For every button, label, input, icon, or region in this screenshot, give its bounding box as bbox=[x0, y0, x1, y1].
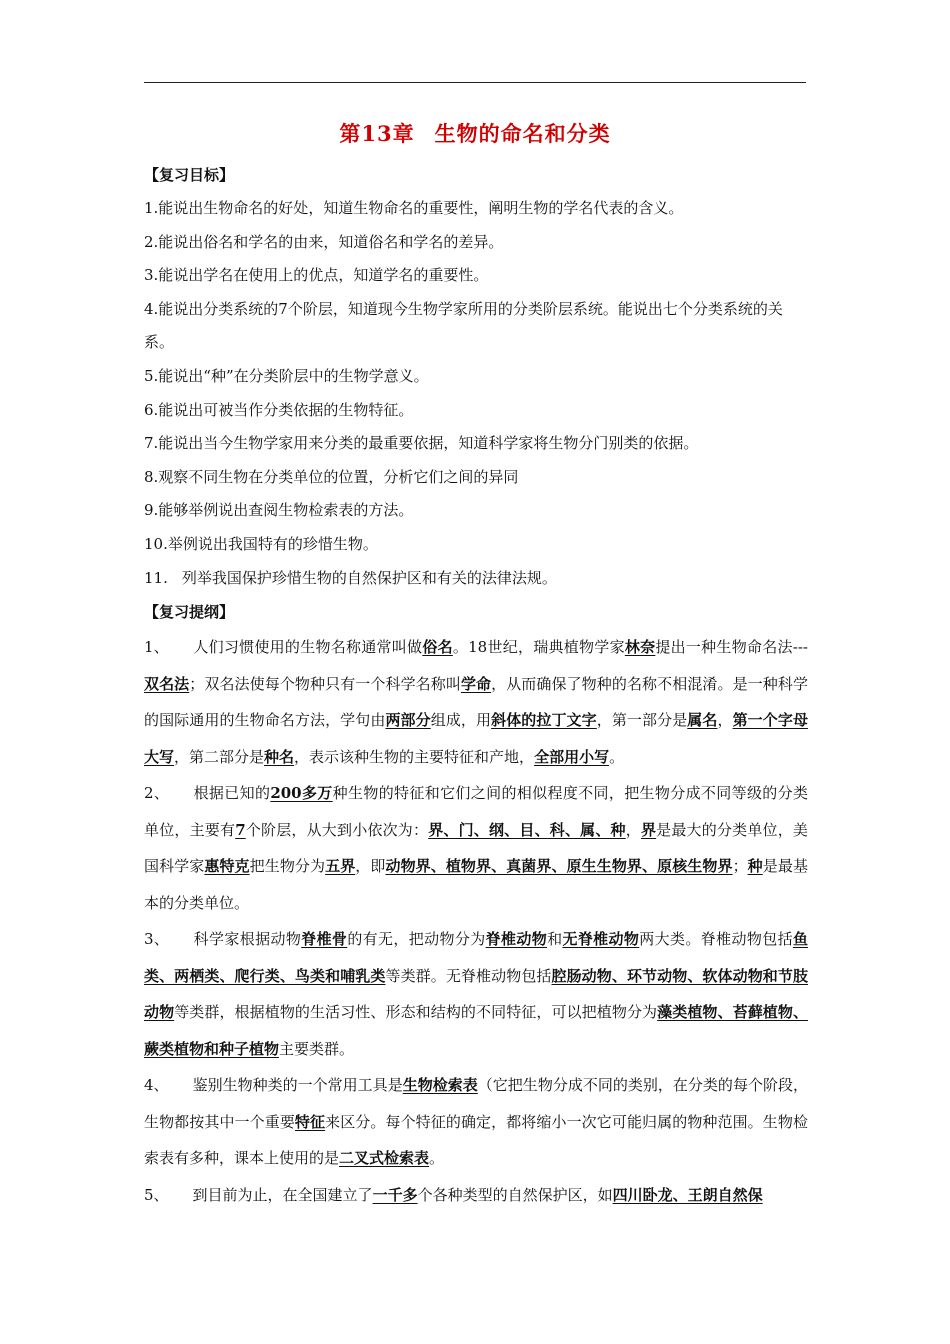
key-term: 特征 bbox=[294, 1112, 326, 1131]
outline-paragraph-5 bbox=[144, 1177, 808, 1214]
key-term: 脊椎动物 bbox=[485, 930, 548, 949]
key-term: 腔肠动物、环节动物、软体动物和节肢动物 bbox=[144, 966, 808, 1022]
objective-item bbox=[144, 562, 808, 596]
text: 个各种类型的自然保护区，如 bbox=[417, 1185, 613, 1204]
text: 鉴别生物种类的一个常用工具是 bbox=[192, 1076, 403, 1095]
page-title bbox=[0, 118, 950, 148]
text: 人们习惯使用的生物名称通常叫做 bbox=[193, 638, 423, 657]
text: 等类群，根据植物的生活习性、形态和结构的不同特征，可以把植物分为 bbox=[174, 1003, 658, 1022]
objective-item: 7.能说出当今生物学家用来分类的最重要依据，知道科学家将生物分门别类的依据。 bbox=[144, 434, 699, 453]
objective-text: 列举我国保护珍惜生物的自然保护区和有关的法律法规。 bbox=[181, 568, 557, 587]
objective-item: 2.能说出俗名和学名的由来，知道俗名和学名的差异。 bbox=[144, 232, 504, 251]
text: 。 bbox=[429, 1149, 445, 1168]
text: 的有无，把动物分为 bbox=[347, 930, 486, 949]
key-term: 俗名 bbox=[422, 638, 453, 657]
key-term: 动物界、植物界、真菌界、原生生物界、原核生物界 bbox=[385, 857, 733, 876]
text: 。 bbox=[609, 747, 625, 766]
text: 等类群。无脊椎动物包括 bbox=[385, 966, 552, 985]
objectives-list bbox=[144, 192, 808, 595]
document-body bbox=[144, 158, 808, 1213]
outline-paragraph-2 bbox=[144, 775, 808, 921]
key-term: 界 bbox=[640, 820, 657, 839]
key-term: 种 bbox=[747, 857, 763, 876]
key-term: 7 bbox=[235, 820, 246, 839]
text: ，即 bbox=[355, 857, 386, 876]
key-term: 属名 bbox=[687, 711, 718, 730]
text: 是最大的分类单位，美国科学家 bbox=[144, 820, 808, 876]
key-term: 无脊椎动物 bbox=[562, 930, 640, 949]
paragraph-number: 2、 bbox=[144, 784, 170, 803]
key-term: 界、门、纲、目、科、属、种 bbox=[428, 820, 626, 839]
key-term: 一千多 bbox=[372, 1185, 418, 1204]
objectives-heading: 【复习目标】 bbox=[144, 166, 235, 184]
objective-item: 3.能说出学名在使用上的优点，知道学名的重要性。 bbox=[144, 266, 489, 285]
text: 根据已知的 bbox=[193, 784, 271, 803]
text: 科学家根据动物 bbox=[193, 930, 302, 949]
text: ，表示该种生物的主要特征和产地， bbox=[294, 747, 535, 766]
text: 个阶层，从大到小依次为： bbox=[245, 820, 429, 839]
key-term: 林奈 bbox=[624, 638, 656, 657]
text: 是最基本的分类单位。 bbox=[144, 857, 808, 912]
key-term: 脊椎骨 bbox=[301, 930, 348, 949]
paragraph-number: 3、 bbox=[144, 930, 170, 949]
objective-item: 10.举例说出我国特有的珍惜生物。 bbox=[144, 534, 378, 553]
key-term: 全部用小写 bbox=[534, 747, 610, 766]
key-term: 两部分 bbox=[385, 711, 431, 730]
outline-paragraph-1 bbox=[144, 629, 808, 775]
outline-paragraph-4 bbox=[144, 1067, 808, 1177]
chapter-name: 生物的命名和分类 bbox=[434, 121, 611, 146]
text: 两大类。脊椎动物包括 bbox=[639, 930, 793, 949]
key-term: 二叉式检索表 bbox=[339, 1149, 430, 1168]
text: ，第二部分是 bbox=[174, 747, 265, 766]
objective-item: 9.能够举例说出查阅生物检索表的方法。 bbox=[144, 501, 414, 520]
key-term: 生物检索表 bbox=[402, 1076, 478, 1095]
paragraph-number: 1、 bbox=[144, 638, 170, 657]
key-term: 斜体的拉丁文字 bbox=[491, 711, 597, 730]
text: ， bbox=[625, 820, 641, 839]
objective-item: 5.能说出“种”在分类阶层中的生物学意义。 bbox=[144, 366, 429, 385]
text: ，从而确保了物种的名称不相混淆。是一种科学的国际通用的生物命名方法，学句由 bbox=[144, 674, 808, 730]
paragraph-number: 5、 bbox=[144, 1185, 169, 1204]
text: 到目前为止，在全国建立了 bbox=[192, 1185, 373, 1204]
key-term: 鱼类、两栖类、爬行类、鸟类和哺乳类 bbox=[144, 930, 808, 985]
outline-paragraph-3 bbox=[144, 921, 808, 1067]
objective-item: 8.观察不同生物在分类单位的位置，分析它们之间的异同 bbox=[144, 467, 519, 486]
text: 主要类群。 bbox=[279, 1039, 355, 1058]
key-term: 种名 bbox=[264, 747, 295, 766]
key-term: 五界 bbox=[325, 857, 356, 876]
text: ，第一部分是 bbox=[596, 711, 688, 730]
key-term: 学命 bbox=[460, 674, 492, 693]
key-term: 200多万 bbox=[270, 784, 333, 803]
paragraph-number: 4、 bbox=[144, 1076, 169, 1095]
key-term: 惠特克 bbox=[204, 857, 250, 876]
text: ；双名法使每个物种只有一个科学名称叫 bbox=[189, 674, 461, 693]
header-rule bbox=[144, 82, 806, 83]
text: ， bbox=[717, 711, 733, 730]
text: 来区分。每个特征的确定，都将缩小一次它可能归属的物种范围。生物检索表有多种，课本上使用的是 bbox=[144, 1112, 808, 1168]
outline-heading: 【复习提纲】 bbox=[144, 603, 235, 622]
key-term: 四川卧龙、王朗自然保 bbox=[612, 1185, 763, 1204]
key-term: 藻类植物、苔藓植物、蕨类植物和种子植物 bbox=[144, 1003, 808, 1058]
objective-item: 4.能说出分类系统的7个阶层，知道现今生物学家所用的分类阶层系统。能说出七个分类系统的关系。 bbox=[144, 299, 783, 352]
objective-item: 1.能说出生物命名的好处，知道生物命名的重要性，阐明生物的学名代表的含义。 bbox=[144, 199, 684, 217]
text: 和 bbox=[547, 930, 563, 949]
text: （它把生物分成不同的类别，在分类的每个阶段，生物都按其中一个重要 bbox=[144, 1076, 808, 1131]
key-term: 第一个字母大写 bbox=[144, 711, 808, 766]
text: 。18世纪，瑞典植物学家 bbox=[452, 638, 625, 657]
chapter-number: 第13章 bbox=[339, 121, 415, 146]
objective-item: 6.能说出可被当作分类依据的生物特征。 bbox=[144, 400, 414, 419]
text: 组成，用 bbox=[430, 711, 492, 730]
outline-section bbox=[144, 629, 808, 1213]
text: ； bbox=[732, 857, 748, 876]
text: 提出一种生物命名法--- bbox=[655, 638, 808, 657]
text: 把生物分为 bbox=[249, 857, 326, 876]
text: 种生物的特征和它们之间的相似程度不同，把生物分成不同等级的分类单位，主要有 bbox=[144, 784, 808, 839]
key-term: 双名法 bbox=[144, 674, 190, 693]
objective-number: 11. bbox=[144, 568, 168, 587]
